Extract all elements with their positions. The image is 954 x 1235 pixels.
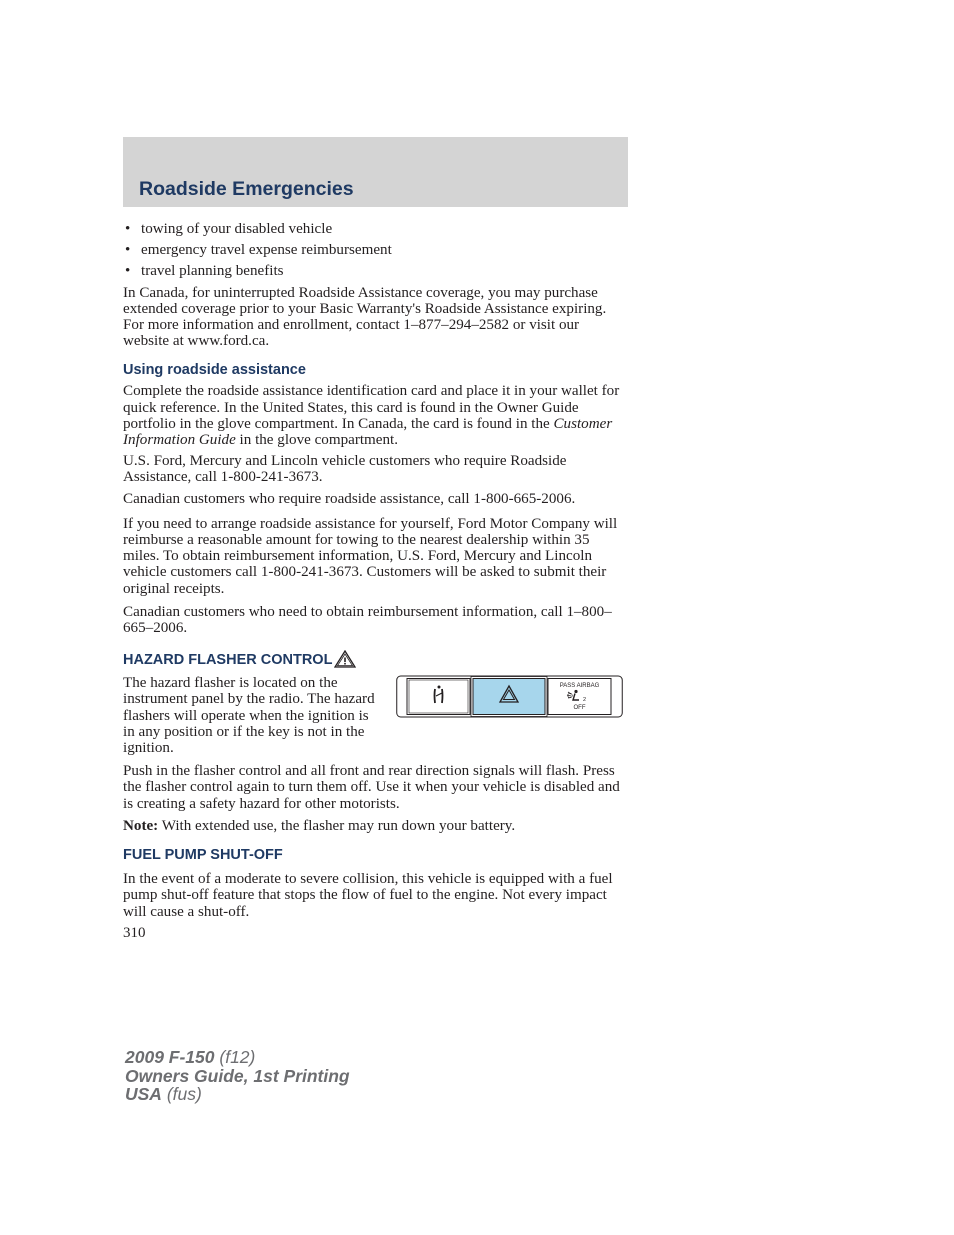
identification-card-paragraph: Complete the roadside assistance identification card and place it in your wallet for quick reference. In the United States, this card is found in the Owner Guide portfolio in the glove compartment. In Canada, the card is found in the Customer Information Guide in the glove compartment.: [123, 383, 620, 449]
airbag-off-label: OFF: [573, 705, 586, 712]
canada-coverage-paragraph: In Canada, for uninterrupted Roadside Assistance coverage, you may purchase extended coverage prior to your Basic Warranty's Roadside Assistance expiring. For more information and enrollment, contact 1–877–294–2582 or visit our website at www.ford.ca.: [123, 284, 607, 350]
airbag-digit-label: 2: [583, 697, 587, 704]
bullet-glyph: •: [125, 263, 131, 280]
hazard-location-paragraph: The hazard flasher is located on the instrument panel by the radio. The hazard flashers will operate when the ignition is in any position or if the key is not in the ignition.: [123, 675, 375, 757]
hazard-note-paragraph: Note: With extended use, the flasher may run down your battery.: [123, 817, 516, 834]
hazard-flasher-heading: HAZARD FLASHER CONTROL: [123, 650, 628, 668]
list-item: • towing of your disabled vehicle: [125, 221, 333, 237]
section-title: Roadside Emergencies: [139, 178, 354, 200]
hazard-flasher-panel-illustration: [396, 675, 623, 718]
hazard-button[interactable]: [471, 677, 547, 717]
benefits-list: [123, 221, 628, 280]
page-content: [123, 221, 628, 925]
hazard-flasher-block: [123, 675, 628, 761]
warning-triangle-icon: [334, 650, 356, 668]
list-item: • emergency travel expense reimbursement: [125, 242, 392, 259]
bullet-glyph: •: [125, 242, 131, 259]
section-header-bar: [123, 137, 628, 207]
pass-airbag-label: PASS AIRBAG: [559, 683, 600, 690]
print-edition-footer: [125, 1048, 350, 1104]
reimbursement-paragraph: If you need to arrange roadside assistance for yourself, Ford Motor Company will reimburse a reasonable amount for towing to the nearest dealership within 35 miles. To obtain reimbursement information, U.S. Ford, Mercury and Lincoln vehicle customers call 1-800-241-3673. Customers will be asked to submit their original receipts.: [123, 515, 618, 597]
customer-information-guide-title: Customer Information Guide: [123, 415, 613, 449]
page-number: 310: [123, 925, 146, 941]
footer-guide-line: Owners Guide, 1st Printing: [125, 1065, 350, 1086]
canadian-customers-paragraph: Canadian customers who require roadside assistance, call 1-800-665-2006.: [123, 490, 576, 507]
fuel-pump-shutoff-heading: FUEL PUMP SHUT-OFF: [123, 847, 283, 864]
note-label: Note:: [123, 817, 159, 834]
footer-market-line: USA (fus): [125, 1084, 202, 1104]
footer-model-line: 2009 F-150 (f12): [125, 1047, 256, 1067]
canadian-reimbursement-paragraph: Canadian customers who need to obtain reimbursement information, call 1–800–665–2006.: [123, 603, 612, 637]
list-item: • travel planning benefits: [125, 263, 284, 280]
hazard-operation-paragraph: Push in the flasher control and all front and rear direction signals will flash. Press the flasher control again to turn them off. Use it when your vehicle is disabled and is creating a safety hazard for other motorists.: [123, 763, 620, 812]
bullet-glyph: •: [125, 221, 131, 237]
us-customers-paragraph: U.S. Ford, Mercury and Lincoln vehicle customers who require Roadside Assistance, call 1-800-241-3673.: [123, 453, 567, 486]
fuel-pump-paragraph: In the event of a moderate to severe collision, this vehicle is equipped with a fuel pump shut-off feature that stops the flow of fuel to the engine. Not every impact will cause a shut-off.: [123, 871, 613, 920]
using-roadside-assistance-heading: Using roadside assistance: [123, 362, 306, 379]
